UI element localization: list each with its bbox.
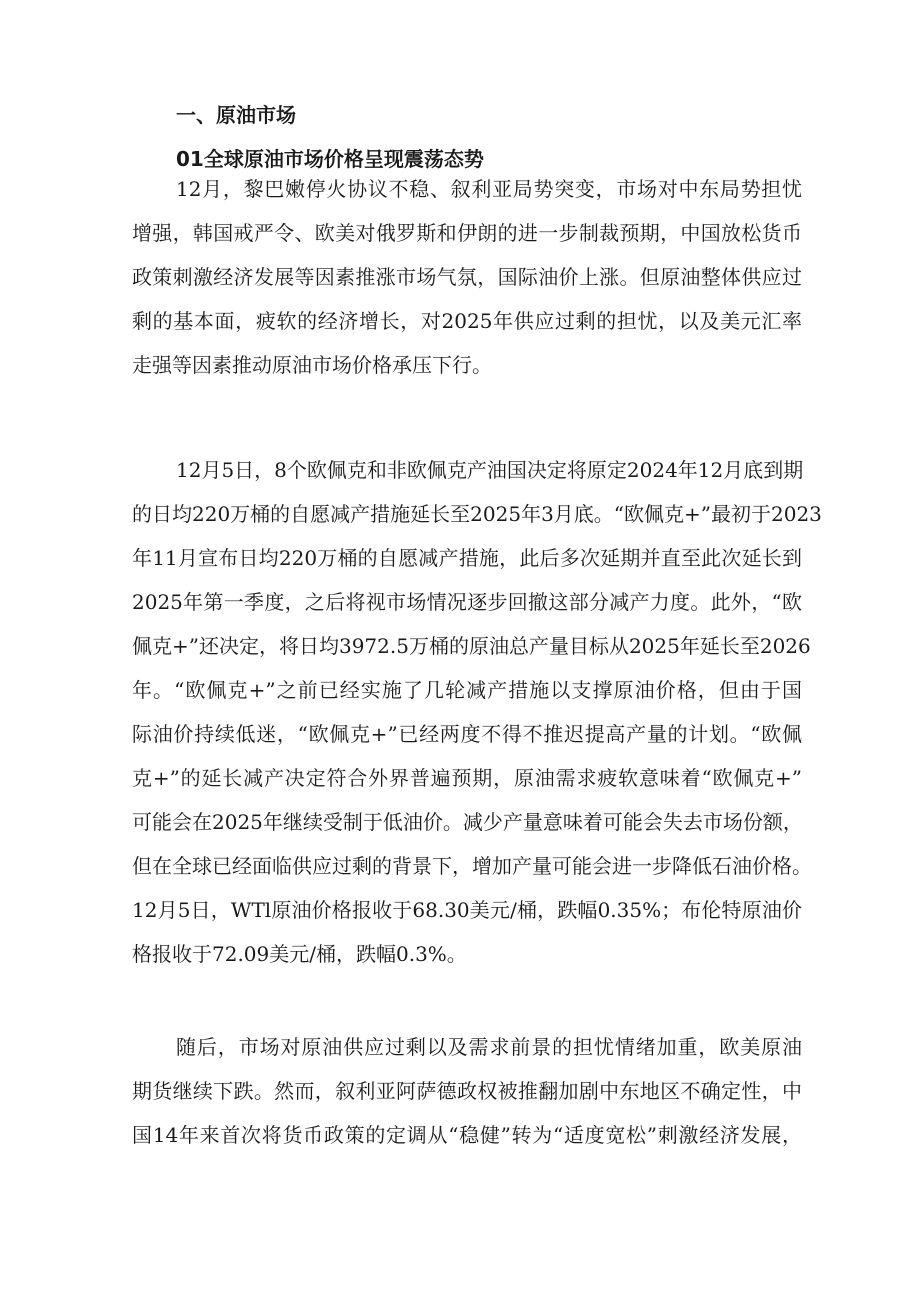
paragraph-line: 12月，黎巴嫩停火协议不稳、叙利亚局势突变，市场对中东局势担忧 bbox=[176, 177, 802, 201]
paragraph-line: 增强，韩国戒严令、欧美对俄罗斯和伊朗的进一步制裁预期，中国放松货币 bbox=[132, 221, 802, 245]
paragraph-line: 国14年来首次将货币政策的定调从“稳健”转为“适度宽松”刺激经济发展， bbox=[132, 1123, 802, 1147]
paragraph-line: 克+”的延长减产决定符合外界普遍预期，原油需求疲软意味着“欧佩克+” bbox=[132, 766, 802, 790]
paragraph-line: 政策刺激经济发展等因素推涨市场气氛，国际油价上涨。但原油整体供应过 bbox=[132, 265, 802, 289]
paragraph-line: 年11月宣布日均220万桶的自愿减产措施，此后多次延期并直至此次延长到 bbox=[132, 546, 802, 570]
paragraph-line: 的日均220万桶的自愿减产措施延长至2025年3月底。“欧佩克+”最初于2023 bbox=[132, 502, 822, 526]
paragraph-line: 格报收于72.09美元/桶，跌幅0.3%。 bbox=[132, 942, 467, 966]
section-title: 一、原油市场 bbox=[176, 103, 296, 127]
paragraph-line: 佩克+”还决定，将日均3972.5万桶的原油总产量目标从2025年延长至2026 bbox=[132, 634, 811, 658]
paragraph-3 bbox=[132, 1025, 802, 1157]
paragraph-line: 2025年第一季度，之后将视市场情况逐步回撤这部分减产力度。此外，“欧 bbox=[132, 590, 802, 614]
paragraph-1 bbox=[132, 167, 802, 387]
paragraph-line: 际油价持续低迷，“欧佩克+”已经两度不得不推迟提高产量的计划。“欧佩 bbox=[132, 722, 802, 746]
paragraph-2 bbox=[132, 448, 822, 976]
paragraph-line: 年。“欧佩克+”之前已经实施了几轮减产措施以支撑原油价格，但由于国 bbox=[132, 678, 802, 702]
paragraph-line: 期货继续下跌。然而，叙利亚阿萨德政权被推翻加剧中东地区不确定性，中 bbox=[132, 1079, 802, 1103]
paragraph-line: 随后，市场对原油供应过剩以及需求前景的担忧情绪加重，欧美原油 bbox=[176, 1035, 802, 1059]
subsection-title: 01全球原油市场价格呈现震荡态势 bbox=[176, 147, 484, 171]
paragraph-line: 12月5日，WTl原油价格报收于68.30美元/桶，跌幅0.35%；布伦特原油价 bbox=[132, 898, 802, 922]
paragraph-line: 但在全球已经面临供应过剩的背景下，增加产量可能会进一步降低石油价格。 bbox=[132, 854, 812, 878]
paragraph-line: 可能会在2025年继续受制于低油价。减少产量意味着可能会失去市场份额， bbox=[132, 810, 803, 834]
paragraph-line: 剩的基本面，疲软的经济增长，对2025年供应过剩的担忧，以及美元汇率 bbox=[132, 309, 802, 333]
paragraph-line: 走强等因素推动原油市场价格承压下行。 bbox=[132, 353, 492, 377]
paragraph-line: 12月5日，8个欧佩克和非欧佩克产油国决定将原定2024年12月底到期 bbox=[176, 458, 804, 482]
